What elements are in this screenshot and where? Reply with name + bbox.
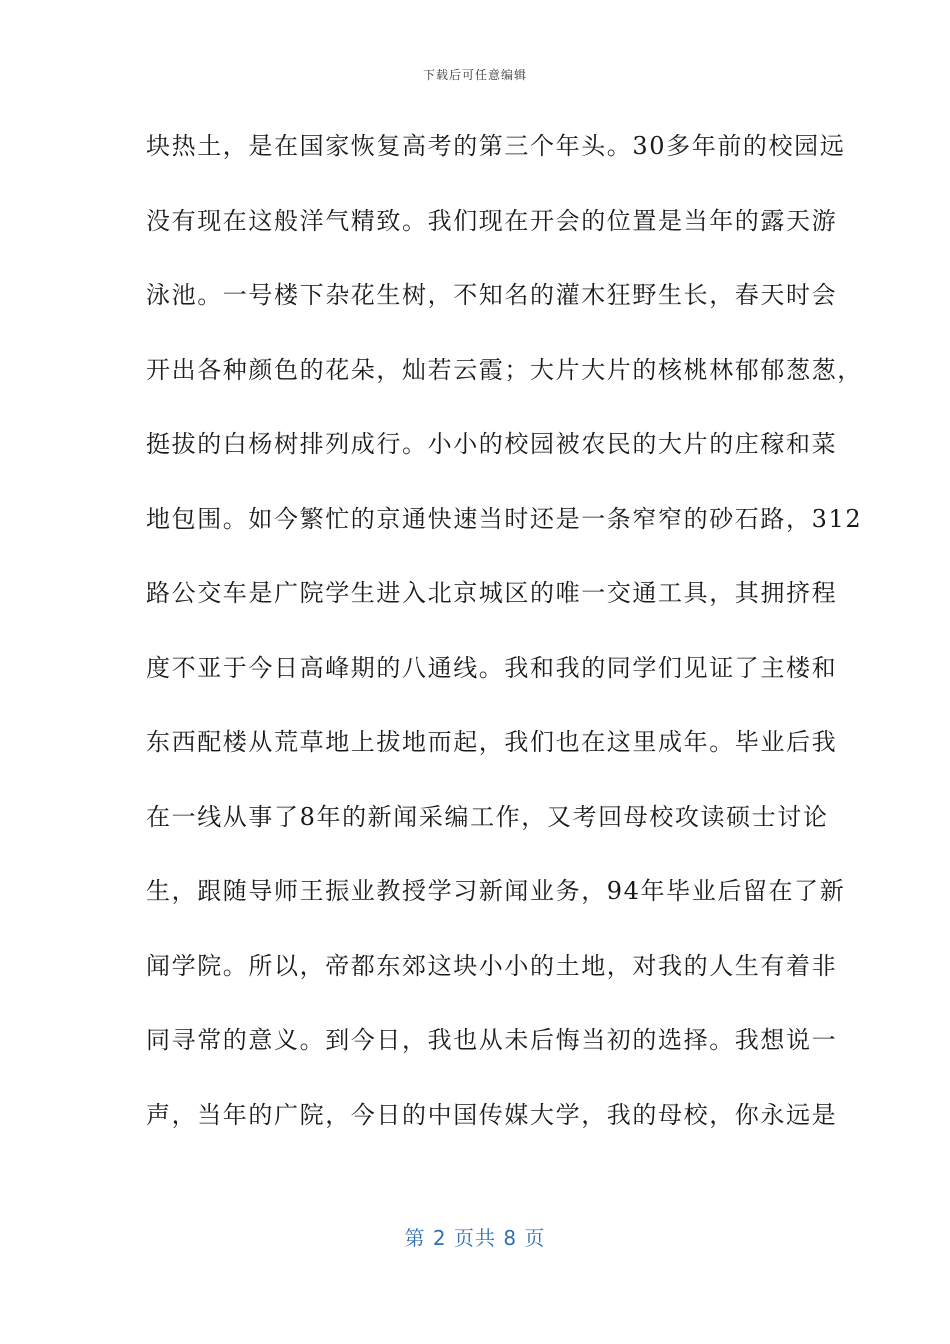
- text-line: 泳池。一号楼下杂花生树，不知名的灌木狂野生长，春天时会: [146, 281, 838, 309]
- text-line: 路公交车是广院学生进入北京城区的唯一交通工具，其拥挤程: [146, 579, 838, 607]
- text-line: 在一线从事了8年的新闻采编工作，又考回母校攻读硕士讨论: [146, 802, 829, 831]
- text-line: 地包围。如今繁忙的京通快速当时还是一条窄窄的砂石路，312: [146, 504, 863, 533]
- text-line: 块热土，是在国家恢复高考的第三个年头。30多年前的校园远: [146, 132, 846, 160]
- page-number-footer: 第 2 页共 8 页: [404, 1226, 546, 1250]
- text-line: 声，当年的广院，今日的中国传媒大学，我的母校，你永远是: [146, 1100, 838, 1129]
- text-line: 东西配楼从荒草地上拔地而起，我们也在这里成年。毕业后我: [146, 728, 838, 756]
- text-line: 开出各种颜色的花朵，灿若云霞；大片大片的核桃林郁郁葱葱，: [146, 355, 863, 384]
- body-text: [146, 118, 863, 1161]
- text-line: 没有现在这般洋气精致。我们现在开会的位置是当年的露天游: [146, 206, 838, 235]
- text-line: 同寻常的意义。到今日，我也从未后悔当初的选择。我想说一: [146, 1026, 838, 1054]
- text-line: 生，跟随导师王振业教授学习新闻业务，94年毕业后留在了新: [146, 877, 846, 905]
- text-line: 闻学院。所以，帝都东郊这块小小的土地，对我的人生有着非: [146, 951, 838, 980]
- text-line: 挺拔的白杨树排列成行。小小的校园被农民的大片的庄稼和菜: [146, 430, 838, 458]
- text-line: 度不亚于今日高峰期的八通线。我和我的同学们见证了主楼和: [146, 653, 838, 682]
- page-header: 下载后可任意编辑: [422, 68, 527, 82]
